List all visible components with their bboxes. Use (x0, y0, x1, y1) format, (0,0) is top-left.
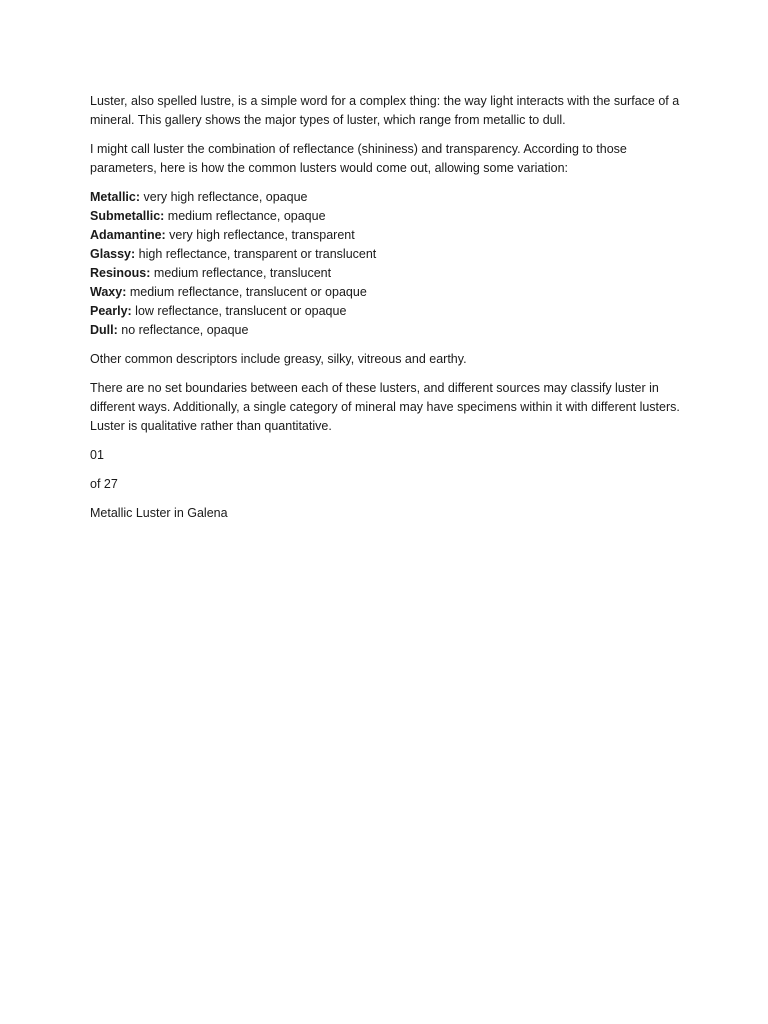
luster-description: high reflectance, transparent or translucent (135, 247, 377, 261)
luster-description: low reflectance, translucent or opaque (131, 304, 347, 318)
luster-description: no reflectance, opaque (117, 323, 249, 337)
luster-description: very high reflectance, transparent (165, 228, 355, 242)
luster-term: Submetallic: (90, 209, 165, 223)
luster-term: Resinous: (90, 266, 151, 280)
slide-total: of 27 (90, 477, 118, 491)
document-body (90, 92, 690, 533)
luster-term: Glassy: (90, 247, 136, 261)
slide-caption: Metallic Luster in Galena (90, 506, 228, 520)
list-item (90, 283, 690, 302)
list-item (90, 302, 690, 321)
luster-description: medium reflectance, translucent or opaque (126, 285, 367, 299)
list-item (90, 226, 690, 245)
descriptors-paragraph: Other common descriptors include greasy, silky, vitreous and earthy. (90, 352, 467, 366)
luster-description: medium reflectance, translucent (150, 266, 332, 280)
luster-description: very high reflectance, opaque (140, 190, 308, 204)
luster-term: Waxy: (90, 285, 127, 299)
list-item (90, 264, 690, 283)
definition-paragraph: I might call luster the combination of reflectance (shininess) and transparency. According to those parameters, here is how the common lusters would come out, allowing some variation: (90, 142, 627, 175)
luster-term: Dull: (90, 323, 118, 337)
list-item (90, 188, 690, 207)
list-item (90, 321, 690, 340)
intro-paragraph: Luster, also spelled lustre, is a simple word for a complex thing: the way light interacts with the surface of a mineral. This gallery shows the major types of luster, which range from metallic to dull. (90, 94, 680, 127)
list-item (90, 245, 690, 264)
luster-description: medium reflectance, opaque (164, 209, 326, 223)
boundaries-paragraph: There are no set boundaries between each of these lusters, and different sources may classify luster in different ways. Additionally, a single category of mineral may have specimens within it with different lusters. Luster is qualitative rather than quantitative. (90, 381, 680, 433)
luster-term: Pearly: (90, 304, 132, 318)
slide-number: 01 (90, 448, 104, 462)
list-item (90, 207, 690, 226)
luster-term: Adamantine: (90, 228, 166, 242)
luster-term: Metallic: (90, 190, 141, 204)
luster-list (90, 188, 690, 340)
